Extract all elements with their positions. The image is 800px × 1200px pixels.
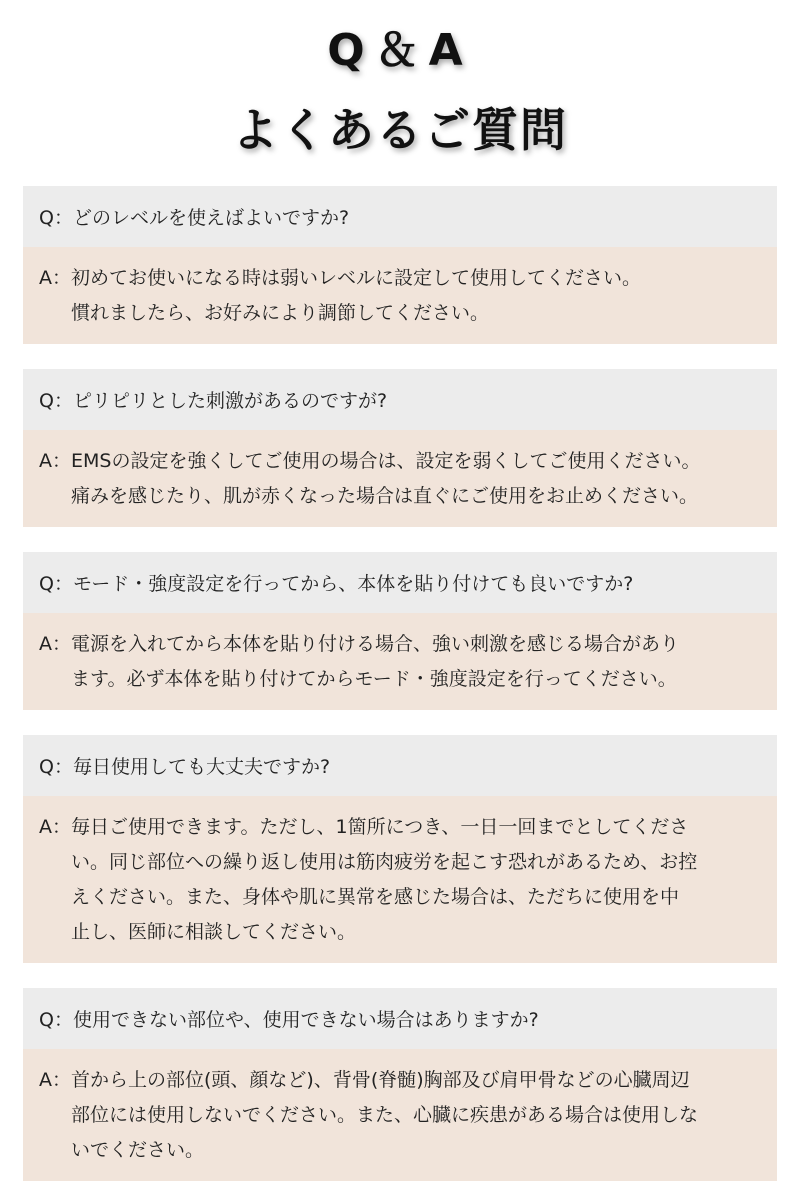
question-text: どのレベルを使えばよいですか? — [72, 207, 350, 229]
page-title-en: Q＆A — [327, 25, 473, 76]
answer-block — [23, 1049, 777, 1181]
faq-item-tingling — [23, 369, 777, 527]
answer-block — [23, 430, 777, 527]
faq-item-level — [23, 186, 777, 344]
question-row — [23, 735, 777, 796]
answer-prefix: A： — [39, 1069, 71, 1091]
question-prefix: Q： — [39, 756, 73, 778]
question-text: 毎日使用しても大丈夫ですか? — [72, 756, 331, 778]
faq-item-restricted-areas — [23, 988, 777, 1181]
answer-line: 慣れましたら、お好みにより調節してください。 — [71, 302, 490, 324]
faq-item-attach — [23, 552, 777, 710]
answer-line: 初めてお使いになる時は弱いレベルに設定して使用してください。 — [71, 267, 642, 289]
answer-prefix: A： — [39, 633, 71, 655]
answer-line: 痛みを感じたり、肌が赤くなった場合は直ぐにご使用をお止めください。 — [71, 485, 699, 507]
answer-line: 止し、医師に相談してください。 — [71, 921, 357, 943]
answer-line: ます。必ず本体を貼り付けてからモード・強度設定を行ってください。 — [71, 668, 677, 690]
answer-line: EMSの設定を強くしてご使用の場合は、設定を弱くしてご使用ください。 — [71, 450, 701, 472]
answer-prefix: A： — [39, 816, 71, 838]
question-row — [23, 369, 777, 430]
faq-item-daily-use — [23, 735, 777, 963]
answer-line: 部位には使用しないでください。また、心臓に疾患がある場合は使用しな — [71, 1104, 699, 1126]
answer-line: 電源を入れてから本体を貼り付ける場合、強い刺激を感じる場合があり — [71, 633, 680, 655]
question-text: 使用できない部位や、使用できない場合はありますか? — [72, 1009, 539, 1031]
question-prefix: Q： — [39, 390, 73, 412]
answer-prefix: A： — [39, 450, 71, 472]
answer-line: いでください。 — [71, 1139, 205, 1161]
question-prefix: Q： — [39, 207, 73, 229]
answer-block — [23, 796, 777, 963]
answer-line: 毎日ご使用できます。ただし、1箇所につき、一日一回までとしてくださ — [71, 816, 689, 838]
answer-block — [23, 613, 777, 710]
answer-line: 首から上の部位(頭、顔など)、背骨(脊髄)胸部及び肩甲骨などの心臓周辺 — [71, 1069, 690, 1091]
question-text: モード・強度設定を行ってから、本体を貼り付けても良いですか? — [72, 573, 634, 595]
question-row — [23, 988, 777, 1049]
answer-block — [23, 247, 777, 344]
answer-line: えください。また、身体や肌に異常を感じた場合は、ただちに使用を中 — [71, 886, 680, 908]
answer-line: い。同じ部位への繰り返し使用は筋肉疲労を起こす恐れがあるため、お控 — [71, 851, 698, 873]
page-title-ja: よくあるご質問 — [232, 103, 568, 157]
question-row — [23, 552, 777, 613]
question-prefix: Q： — [39, 573, 73, 595]
question-text: ピリピリとした刺激があるのですが? — [72, 390, 388, 412]
question-prefix: Q： — [39, 1009, 73, 1031]
answer-prefix: A： — [39, 267, 71, 289]
question-row — [23, 186, 777, 247]
